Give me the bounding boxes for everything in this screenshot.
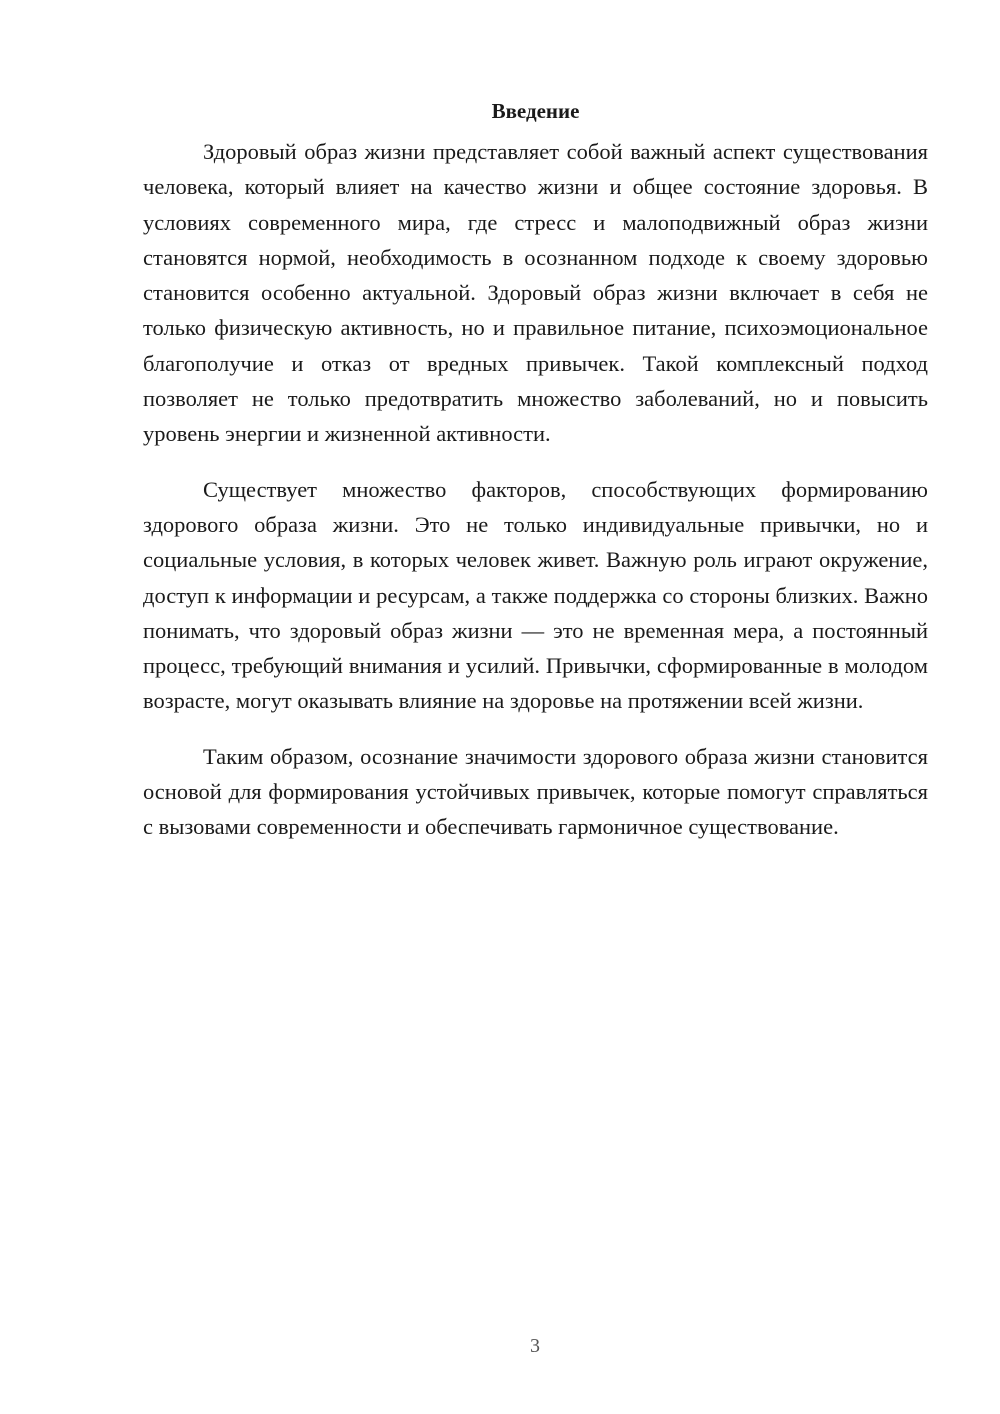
paragraph-1: Здоровый образ жизни представляет собой важный аспект существования человека, который влияет на качество жизни и общее состояние здоровья. В условиях современного мира, где стресс и малоподвижный образ жизни становятся нормой, необходимость в осознанном подходе к своему здоровью становится особенно актуальной. Здоровый образ жизни включает в себя не только физическую активность, но и правильное питание, психоэмоциональное благополучие и отказ от вредных привычек. Такой комплексный подход позволяет не только предотвратить множество заболеваний, но и повысить уровень энергии и жизненной активности. (143, 139, 928, 447)
page-content (143, 94, 928, 865)
page-title: Введение (491, 99, 580, 123)
paragraph-3: Таким образом, осознание значимости здорового образа жизни становится основой для формирования устойчивых привычек, которые помогут справляться с вызовами современности и обеспечивать гармоничное существование. (143, 743, 928, 840)
paragraph-2: Существует множество факторов, способствующих формированию здорового образа жизни. Это не только индивидуальные привычки, но и социальные условия, в которых человек живет. Важную роль играют окружение, доступ к информации и ресурсам, а также поддержка со стороны близких. Важно понимать, что здоровый образ жизни — это не временная мера, а постоянный процесс, требующий внимания и усилий. Привычки, сформированные в молодом возрасте, могут оказывать влияние на здоровье на протяжении всей жизни. (143, 476, 928, 714)
page-number: 3 (530, 1335, 540, 1357)
